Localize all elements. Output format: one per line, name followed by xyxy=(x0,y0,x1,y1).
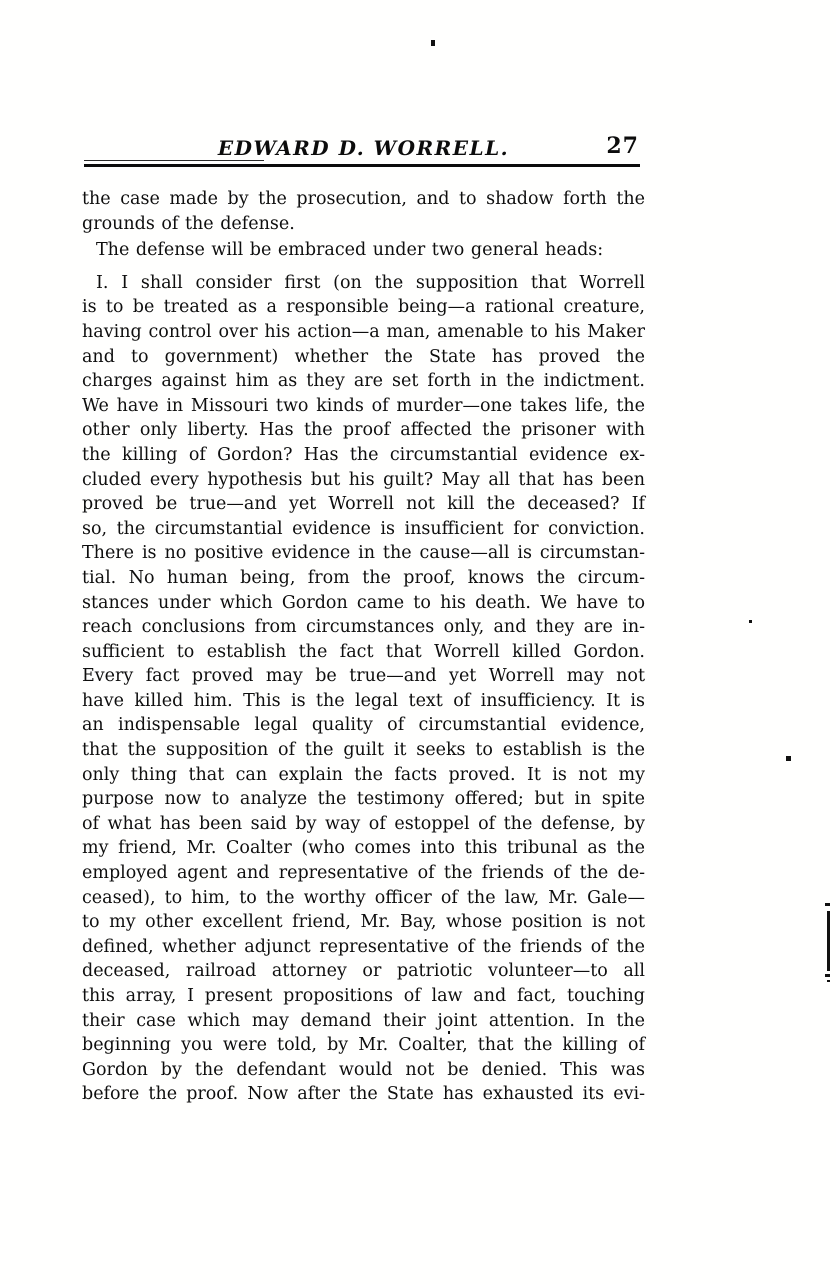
text-line: ceased), to him, to the worthy officer of the law, Mr. Gale— xyxy=(82,887,645,908)
scan-speck xyxy=(448,1031,450,1034)
running-head-title: EDWARD D. WORRELL. xyxy=(217,136,510,160)
text-line: We have in Missouri two kinds of murder—one takes life, the xyxy=(82,395,645,416)
text-line: employed agent and representative of the friends of the de- xyxy=(82,863,645,884)
text-line: stances under which Gordon came to his death. We have to xyxy=(82,592,645,613)
scan-speck xyxy=(749,620,752,623)
text-line: having control over his action—a man, amenable to his Maker xyxy=(82,321,645,342)
text-line: There is no positive evidence in the cause—all is circumstan- xyxy=(82,543,645,564)
page-body xyxy=(82,187,645,1107)
scan-speck xyxy=(786,756,791,761)
text-line: The defense will be embraced under two general heads: xyxy=(96,240,604,261)
text-line: that the supposition of the guilt it seeks to establish is the xyxy=(82,740,645,761)
text-line: an indispensable legal quality of circumstantial evidence, xyxy=(82,715,645,736)
text-line: reach conclusions from circumstances only, and they are in- xyxy=(82,617,645,638)
scan-edge-line xyxy=(827,911,830,971)
text-line: their case which may demand their joint attention. In the xyxy=(82,1010,645,1031)
text-line: only thing that can explain the facts proved. It is not my xyxy=(82,764,645,785)
paragraph xyxy=(82,271,645,1107)
text-line: the case made by the prosecution, and to shadow forth the xyxy=(82,189,645,209)
scan-edge-mark xyxy=(825,974,830,977)
text-line: other only liberty. Has the proof affected the prisoner with xyxy=(82,420,645,441)
text-line: beginning you were told, by Mr. Coalter, that the killing of xyxy=(82,1035,645,1056)
text-line: cluded every hypothesis but his guilt? May all that has been xyxy=(82,469,645,490)
page-number: 27 xyxy=(606,133,639,159)
text-line: Gordon by the defendant would not be denied. This was xyxy=(82,1059,645,1080)
text-line: sufficient to establish the fact that Worrell killed Gordon. xyxy=(82,641,645,662)
text-line: the killing of Gordon? Has the circumstantial evidence ex- xyxy=(82,444,645,465)
text-line: to my other excellent friend, Mr. Bay, whose position is not xyxy=(82,912,645,933)
text-line: is to be treated as a responsible being—a rational creature, xyxy=(82,297,645,318)
text-line: proved be true—and yet Worrell not kill the deceased? If xyxy=(82,494,645,515)
text-line: so, the circumstantial evidence is insufficient for conviction. xyxy=(82,518,645,539)
text-line: I. I shall consider first (on the supposition that Worrell xyxy=(96,272,645,293)
text-line: have killed him. This is the legal text of insufficiency. It is xyxy=(82,690,645,711)
text-line: of what has been said by way of estoppel of the defense, by xyxy=(82,813,645,834)
text-line: Every fact proved may be true—and yet Worrell may not xyxy=(82,666,645,687)
paragraph xyxy=(82,238,645,263)
text-line: charges against him as they are set forth in the indictment. xyxy=(82,371,645,392)
header-rule xyxy=(84,164,640,167)
paragraph xyxy=(82,187,645,236)
text-line: before the proof. Now after the State has exhausted its evi- xyxy=(82,1084,645,1105)
scan-edge-mark xyxy=(825,903,830,906)
text-line: grounds of the defense. xyxy=(82,213,295,234)
scan-edge-mark xyxy=(827,980,830,982)
text-line: tial. No human being, from the proof, knows the circum- xyxy=(82,567,645,588)
text-line: and to government) whether the State has proved the xyxy=(82,346,645,367)
text-line: this array, I present propositions of law and fact, touching xyxy=(82,986,645,1006)
text-line: defined, whether adjunct representative of the friends of the xyxy=(82,936,645,957)
text-line: purpose now to analyze the testimony offered; but in spite xyxy=(82,789,645,810)
text-line: my friend, Mr. Coalter (who comes into this tribunal as the xyxy=(82,838,645,859)
scan-speck xyxy=(431,40,435,46)
text-line: deceased, railroad attorney or patriotic volunteer—to all xyxy=(82,961,645,982)
